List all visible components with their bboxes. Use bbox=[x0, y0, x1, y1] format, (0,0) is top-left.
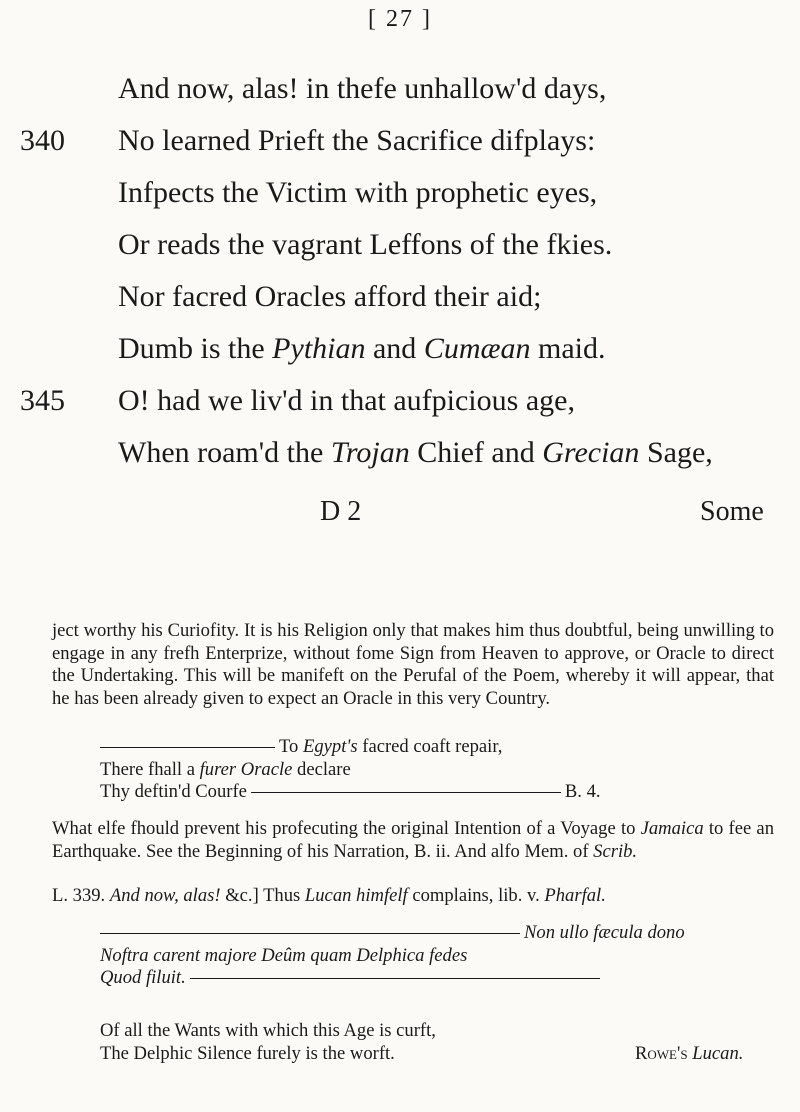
line-number: 340 bbox=[20, 124, 65, 157]
verse-text: Dumb is the Pythian and Cumæan maid. bbox=[118, 332, 606, 365]
verse-text: When roam'd the Trojan Chief and Grecian Sage, bbox=[118, 436, 713, 469]
translation-quote bbox=[100, 1020, 780, 1065]
quote-line: Thy deftin'd Courfe B. 4. bbox=[100, 781, 601, 802]
verse-text: O! had we liv'd in that aufpicious age, bbox=[118, 384, 575, 417]
attribution: Rowe's Lucan. bbox=[635, 1042, 744, 1064]
page-number: [ 27 ] bbox=[368, 6, 432, 32]
footnote-paragraph: ject worthy his Curiofity. It is his Religion only that makes him thus doubtful, being unwilling to engage in any frefh Enterprize, without fome Sign from Heaven to approve, or Oracle to direct the Undertaking. This will be manifeft on the Perufal of the Poem, whereby it will appear, that he has been already given to expect an Oracle in this very Country. bbox=[52, 620, 774, 709]
signature-mark: D 2 bbox=[320, 496, 362, 527]
verse-text: Nor facred Oracles afford their aid; bbox=[118, 280, 542, 313]
footnote-paragraph: L. 339. And now, alas! &c.] Thus Lucan himfelf complains, lib. v. Pharfal. bbox=[52, 885, 606, 906]
line-number: 345 bbox=[20, 384, 65, 417]
quote-line: Non ullo fæcula dono bbox=[100, 922, 685, 945]
quote-line: There fhall a furer Oracle declare bbox=[100, 758, 351, 780]
footnote-paragraph: What elfe fhould prevent his profecuting the original Intention of a Voyage to Jamaica to fee an Earthquake. See the Beginning of his Narration, B. ii. And alfo Mem. of Scrib. bbox=[52, 818, 774, 862]
quote-line: Quod filuit. bbox=[100, 967, 685, 990]
catchword: Some bbox=[700, 496, 764, 527]
quote-line: Of all the Wants with which this Age is curft, bbox=[100, 1020, 436, 1041]
verse-text: Or reads the vagrant Leffons of the fkies. bbox=[118, 228, 613, 261]
verse-text: Infpects the Victim with prophetic eyes, bbox=[118, 176, 598, 209]
quote-line: The Delphic Silence furely is the worft. Rowe's Lucan. bbox=[100, 1042, 744, 1064]
quote-block bbox=[100, 736, 601, 804]
quote-line: Noftra carent majore Deûm quam Delphica fedes bbox=[100, 944, 468, 966]
verse-text: And now, alas! in thefe unhallow'd days, bbox=[118, 72, 607, 105]
latin-quote bbox=[100, 922, 685, 990]
quote-line: To Egypt's facred coaft repair, bbox=[100, 736, 601, 759]
verse-text: No learned Prieft the Sacrifice difplays: bbox=[118, 124, 596, 157]
